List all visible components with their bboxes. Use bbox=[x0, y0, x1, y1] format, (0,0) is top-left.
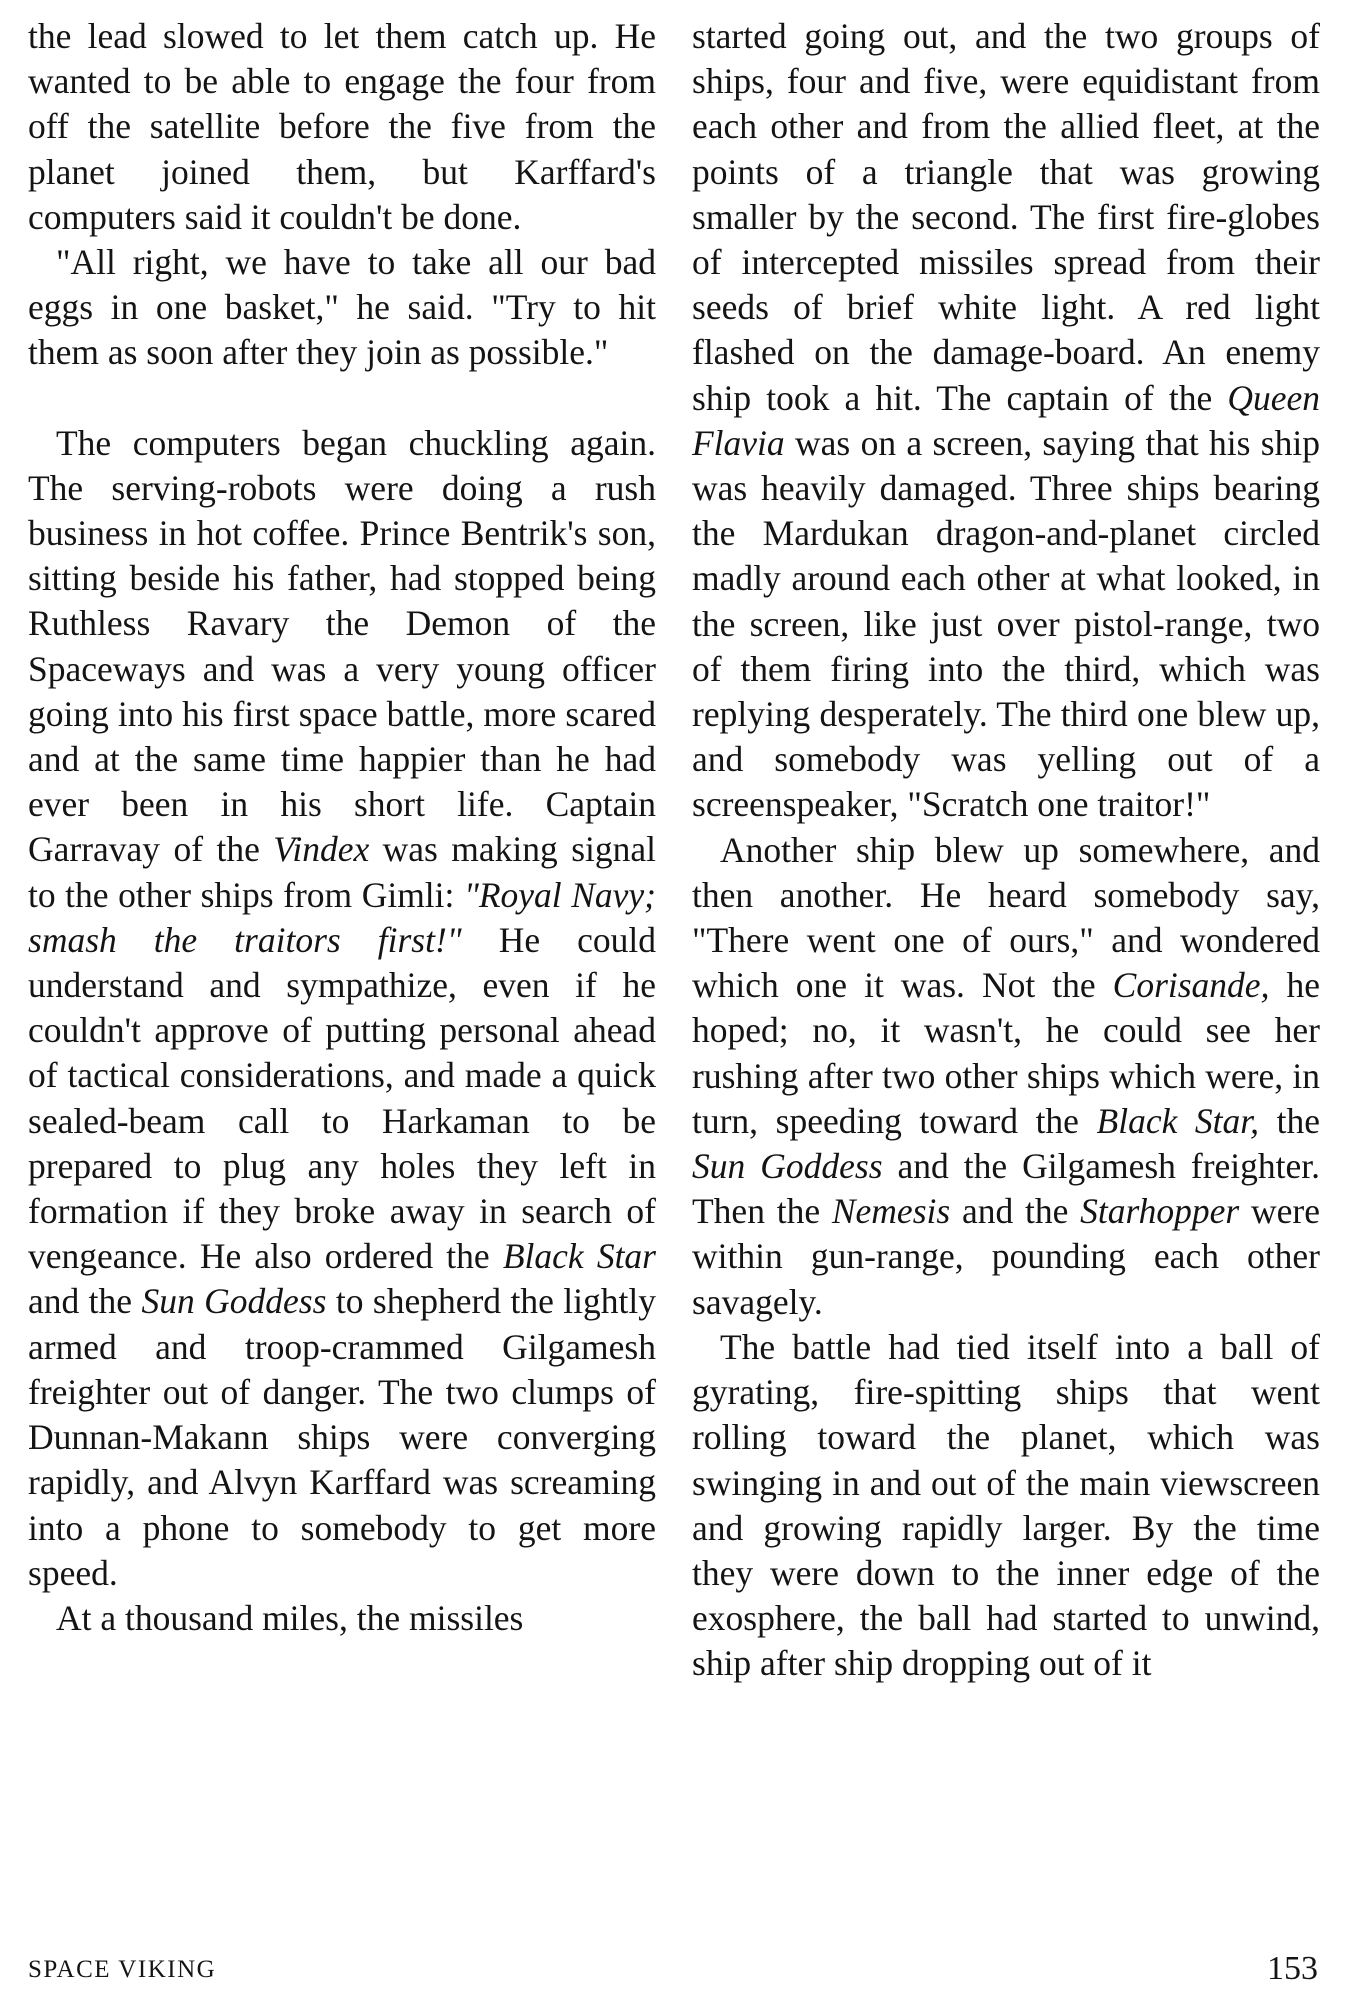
page-number: 153 bbox=[1267, 1950, 1318, 1987]
paragraph-battle-tied: The battle had tied itself into a ball of gyrating, fire-spitting ships that went rolling toward the planet, which was swinging in and out of the main viewscreen and growing rapidly larger. By the time they were down to the inner edge of the exosphere, the ball had started to unwind, ship after ship dropping out of it bbox=[692, 1326, 1320, 1684]
text-run: He could understand and sympathize, even if he couldn't approve of putting personal ahead of tactical considerations, and made a quick sealed-beam call to Harkaman to be prepared to plug any holes they left in formation if they broke away in search of vengeance. He also ordered the bbox=[28, 919, 656, 1277]
ship-name-queen-flavia: Queen Flavia bbox=[692, 377, 1320, 463]
running-title: SPACE VIKING bbox=[28, 1956, 217, 1983]
paragraph-thousand-miles: At a thousand miles, the missiles bbox=[56, 1597, 524, 1638]
text-run: and the Gilgamesh freighter. Then the bbox=[692, 1146, 1320, 1232]
paragraph-continued-right bbox=[692, 14, 1320, 828]
left-text-column bbox=[28, 14, 656, 1641]
ship-name-black-star: Black Star bbox=[502, 1236, 656, 1277]
page-footer bbox=[28, 1950, 1318, 1996]
ship-name-vindex: Vindex bbox=[273, 829, 370, 870]
text-run: to shepherd the lightly armed and troop-crammed Gilgamesh freighter out of danger. The two clumps of Dunnan-Makann ships were converging rapidly, and Alvyn Karffard was screaming into a phone to somebody to get more speed. bbox=[28, 1281, 656, 1593]
paragraph-all-right: "All right, we have to take all our bad eggs in one basket," he said. "Try to hit them as soon after they join as possible." bbox=[28, 242, 656, 373]
text-run: was making signal to the other ships from Gimli: bbox=[28, 829, 656, 915]
text-run: The computers began chuckling again. The serving-robots were doing a rush business in hot coffee. Prince Bentrik's son, sitting beside his father, had stopped being Ruthless Ravary the Demon of the Spaceways and was a very young officer going into his first space battle, more scared and at the same time happier than he had ever been in his short life. Captain Garravay of the bbox=[28, 422, 656, 870]
ship-name-black-star: Black Star, bbox=[1096, 1100, 1260, 1141]
text-run: and the bbox=[28, 1281, 142, 1322]
ship-name-starhopper: Starhopper bbox=[1080, 1191, 1240, 1232]
paragraph-continued-left: the lead slowed to let them catch up. He wanted to be able to engage the four from off the satellite before the five from the planet joined them, but Karffard's computers said it couldn't be done. bbox=[28, 16, 656, 237]
text-run: and the bbox=[950, 1191, 1081, 1232]
ship-name-sun-goddess: Sun Goddess bbox=[141, 1281, 327, 1322]
ship-name-sun-goddess: Sun Goddess bbox=[692, 1146, 883, 1187]
paragraph-computers-chuckling bbox=[28, 421, 656, 1596]
ship-name-nemesis: Nemesis bbox=[831, 1191, 951, 1232]
text-run: he hoped; no, it wasn't, he could see her rushing after two other ships which were, in turn, speeding toward the bbox=[692, 965, 1320, 1141]
ship-name-corisande: Corisande, bbox=[1112, 965, 1270, 1006]
right-text-column bbox=[692, 14, 1320, 1687]
text-run: the bbox=[1259, 1100, 1320, 1141]
paragraph-another-ship bbox=[692, 828, 1320, 1325]
text-run: Another ship blew up somewhere, and then another. He heard somebody say, "There went one of ours," and wondered which one it was. Not the bbox=[692, 829, 1320, 1006]
text-run: started going out, and the two groups of ships, four and five, were equidistant from each other and from the allied fleet, at the points of a triangle that was growing smaller by the second. The first fire-globes of intercepted missiles spread from their seeds of brief white light. A red light flashed on the damage-board. An enemy ship took a hit. The captain of the bbox=[692, 16, 1320, 418]
text-run: were within gun-range, pounding each other savagely. bbox=[692, 1191, 1320, 1322]
signal-quote: "Royal Navy; smash the traitors first!" bbox=[28, 874, 656, 960]
text-run: was on a screen, saying that his ship was heavily damaged. Three ships bearing the Mardukan dragon-and-planet circled madly around each other at what looked, in the screen, like just over pistol-range, two of them firing into the third, which was replying desperately. The third one blew up, and somebody was yelling out of a screenspeaker, "Scratch one traitor!" bbox=[692, 422, 1320, 825]
